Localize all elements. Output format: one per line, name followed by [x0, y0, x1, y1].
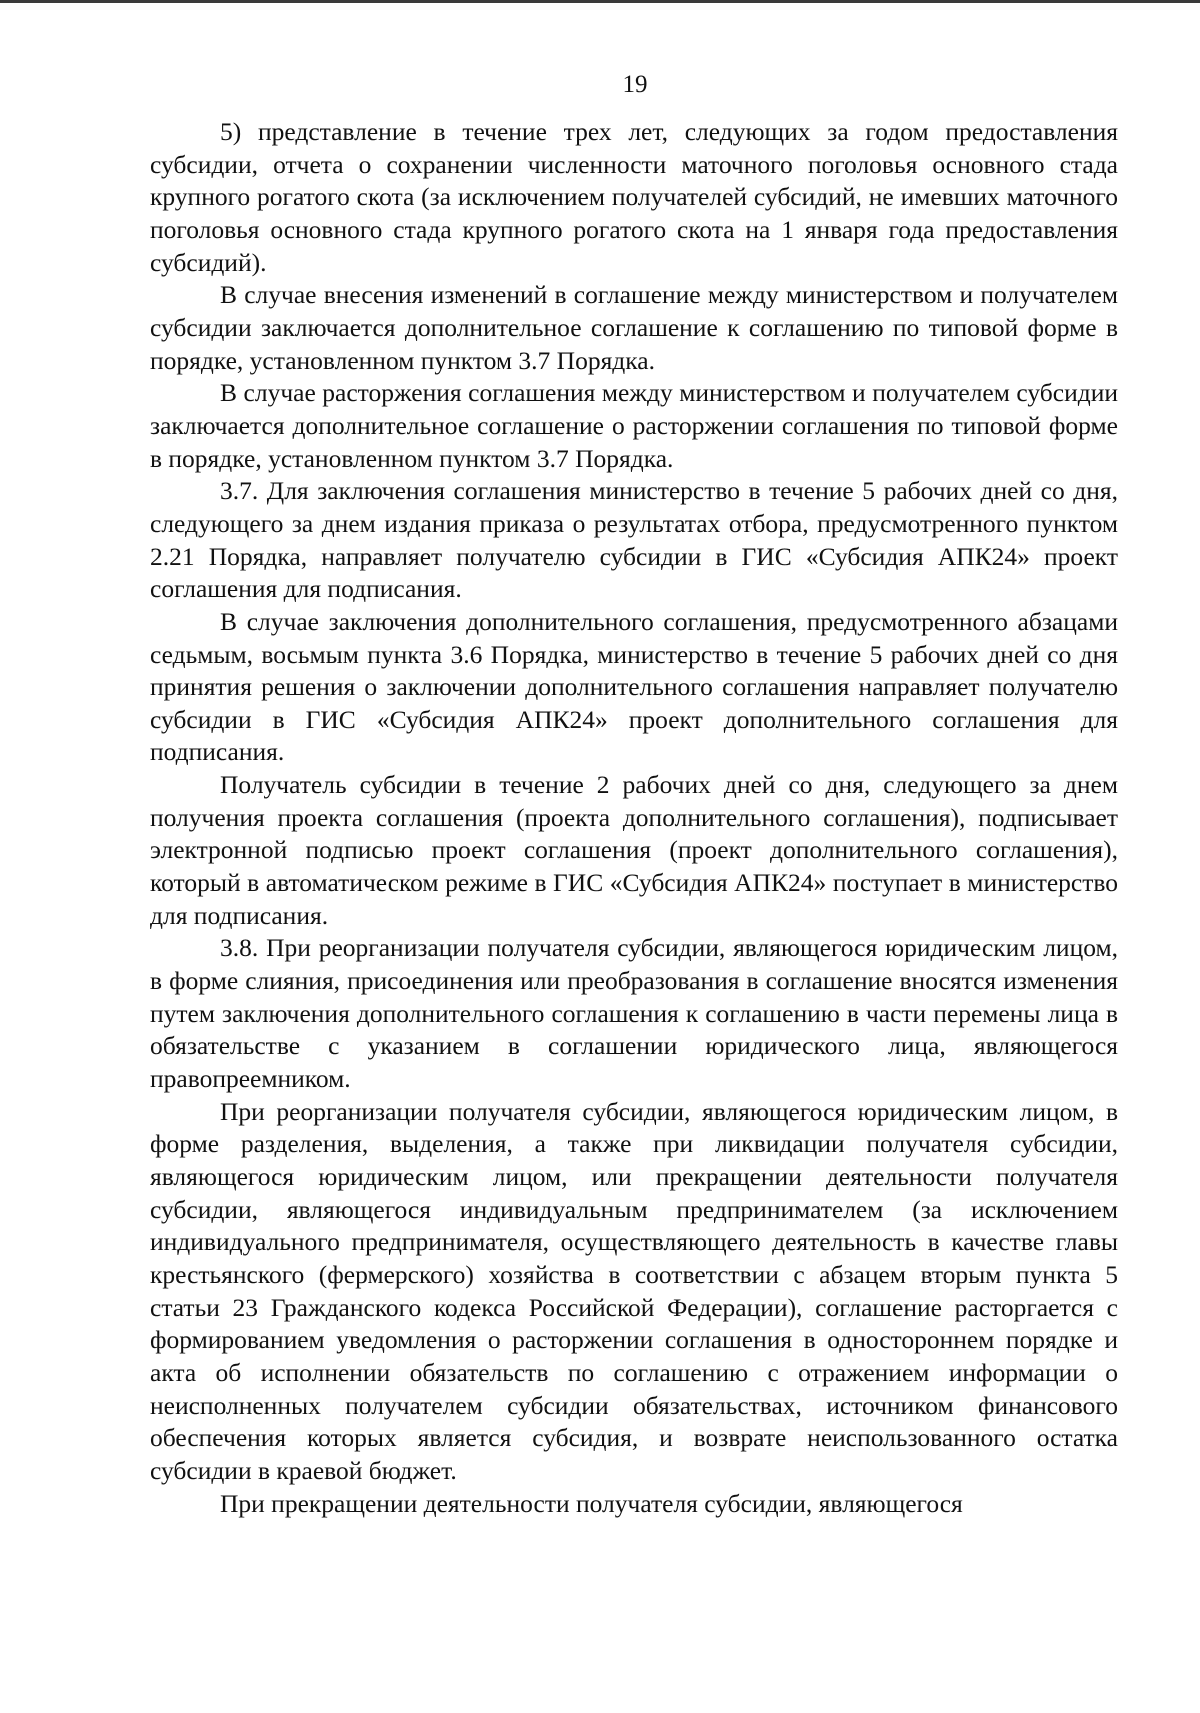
- document-body: [150, 116, 1118, 1520]
- paragraph-item-5: 5) представление в течение трех лет, следующих за годом предоставления субсидии, отчета о сохранении численности маточного поголовья основного стада крупного рогатого скота (за исключением получателей субсидий, не имевших маточного поголовья основного стада крупного рогатого скота на 1 января года предоставления субсидий).: [150, 117, 1118, 277]
- paragraph-recipient-signing: Получатель субсидии в течение 2 рабочих дней со дня, следующего за днем получения проекта соглашения (проекта дополнительного соглашения), подписывает электронной подписью проект соглашения (проект дополнительного соглашения), который в автоматическом режиме в ГИС «Субсидия АПК24» поступает в министерство для подписания.: [150, 770, 1118, 930]
- paragraph-3-8: 3.8. При реорганизации получателя субсидии, являющегося юридическим лицом, в форме слияния, присоединения или преобразования в соглашение вносятся изменения путем заключения дополнительного соглашения к соглашению в части перемены лица в обязательстве с указанием в соглашении юридического лица, являющегося правопреемником.: [150, 933, 1118, 1094]
- page-number: 19: [622, 71, 648, 98]
- scan-top-edge: [0, 0, 1200, 3]
- paragraph-termination-activity: При прекращении деятельности получателя субсидии, являющегося: [220, 1488, 963, 1518]
- paragraph-reorganization-division: При реорганизации получателя субсидии, являющегося юридическим лицом, в форме разделения, выделения, а также при ликвидации получателя субсидии, являющегося юридическим лицом, или прекращении деятельности получателя субсидии, являющегося индивидуальным предпринимателем (за исключением индивидуального предпринимателя, осуществляющего деятельность в качестве главы крестьянского (фермерского) хозяйства в соответствии с абзацем вторым пункта 5 статьи 23 Гражданского кодекса Российской Федерации), соглашение расторгается с формированием уведомления о расторжении соглашения в одностороннем порядке и акта об исполнении обязательств по соглашению с отражением информации о неисполненных получателем субсидии обязательствах, источником финансового обеспечения которых является субсидия, и возврате неиспользованного остатка субсидии в краевой бюджет.: [150, 1096, 1118, 1485]
- paragraph-additional-agreement: В случае заключения дополнительного соглашения, предусмотренного абзацами седьмым, восьмым пункта 3.6 Порядка, министерство в течение 5 рабочих дней со дня принятия решения о заключении дополнительного соглашения направляет получателю субсидии в ГИС «Субсидия АПК24» проект дополнительного соглашения для подписания.: [150, 606, 1118, 767]
- paragraph-termination: В случае расторжения соглашения между министерством и получателем субсидии заключается дополнительное соглашение о расторжении соглашения по типовой форме в порядке, установленном пунктом 3.7 Порядка.: [150, 378, 1118, 473]
- paragraph-amendment: В случае внесения изменений в соглашение между министерством и получателем субсидии заключается дополнительное соглашение к соглашению по типовой форме в порядке, установленном пунктом 3.7 Порядка.: [150, 280, 1118, 375]
- paragraph-3-7: 3.7. Для заключения соглашения министерство в течение 5 рабочих дней со дня, следующего за днем издания приказа о результатах отбора, предусмотренного пунктом 2.21 Порядка, направляет получателю субсидии в ГИС «Субсидия АПК24» проект соглашения для подписания.: [150, 476, 1118, 604]
